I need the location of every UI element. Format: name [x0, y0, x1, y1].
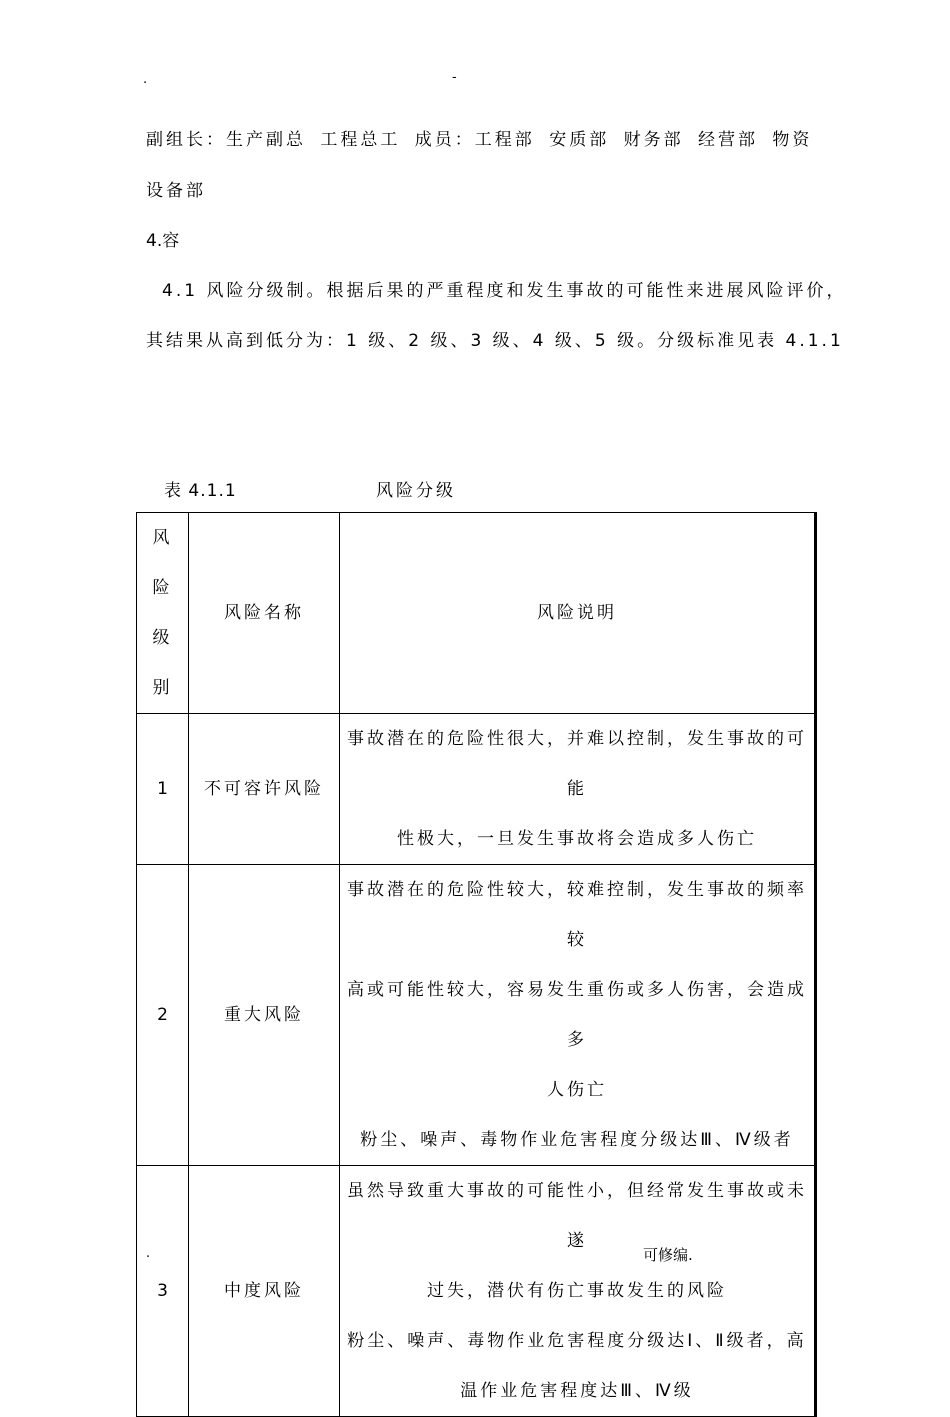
- desc-line: 人伤亡: [547, 1080, 607, 1100]
- desc-line: 粉尘、噪声、毒物作业危害程度分级达Ⅰ、Ⅱ级者，高: [347, 1331, 807, 1351]
- table-header-row: [137, 513, 816, 714]
- header-dash: -: [452, 70, 457, 85]
- section-heading: 4.容: [146, 231, 180, 251]
- header-name: 风险名称: [189, 513, 340, 714]
- desc-line: 高或可能性较大，容易发生重伤或多人伤害，会造成多: [347, 980, 807, 1050]
- row-name: 重大风险: [189, 865, 340, 1166]
- table-caption: 表 4.1.1: [164, 481, 237, 501]
- desc-line: 过失，潜伏有伤亡事故发生的风险: [427, 1281, 727, 1301]
- footer-text: 可修编.: [643, 1246, 693, 1264]
- risk-table: [136, 512, 817, 1417]
- row-desc: [340, 865, 816, 1166]
- desc-line: 事故潜在的危险性很大，并难以控制，发生事故的可能: [347, 729, 807, 799]
- row-desc: [340, 714, 816, 865]
- paragraph-line-1: 副组长：生产副总 工程总工 成员：工程部 安质部 财务部 经营部 物资: [146, 130, 813, 150]
- table-row: [137, 714, 816, 865]
- header-level: [137, 513, 189, 714]
- row-desc: [340, 1166, 816, 1417]
- desc-line: 性极大，一旦发生事故将会造成多人伤亡: [397, 829, 757, 849]
- header-dot: .: [143, 72, 148, 87]
- row-name: 不可容许风险: [189, 714, 340, 865]
- row-level: 3: [137, 1166, 189, 1417]
- desc-line: 粉尘、噪声、毒物作业危害程度分级达Ⅲ、Ⅳ级者: [360, 1130, 794, 1150]
- row-name: 中度风险: [189, 1166, 340, 1417]
- row-level: 2: [137, 865, 189, 1166]
- row-level: 1: [137, 714, 189, 865]
- paragraph-line-5: 其结果从高到低分为：1 级、2 级、3 级、4 级、5 级。分级标准见表 4.1.1: [146, 331, 844, 351]
- desc-line: 虽然导致重大事故的可能性小，但经常发生事故或未遂: [347, 1181, 807, 1251]
- table-row: [137, 865, 816, 1166]
- table-row: [137, 1166, 816, 1417]
- desc-line: 事故潜在的危险性较大，较难控制，发生事故的频率较: [347, 880, 807, 950]
- desc-line: 温作业危害程度达Ⅲ、Ⅳ级: [460, 1381, 694, 1401]
- footer-dot: .: [146, 1246, 151, 1261]
- paragraph-line-4: 4.1 风险分级制。根据后果的严重程度和发生事故的可能性来进展风险评价，: [162, 281, 847, 301]
- table-title: 风险分级: [376, 481, 456, 501]
- header-level-label: 风险级别: [152, 528, 173, 698]
- paragraph-line-2: 设备部: [146, 181, 206, 201]
- header-desc: 风险说明: [340, 513, 816, 714]
